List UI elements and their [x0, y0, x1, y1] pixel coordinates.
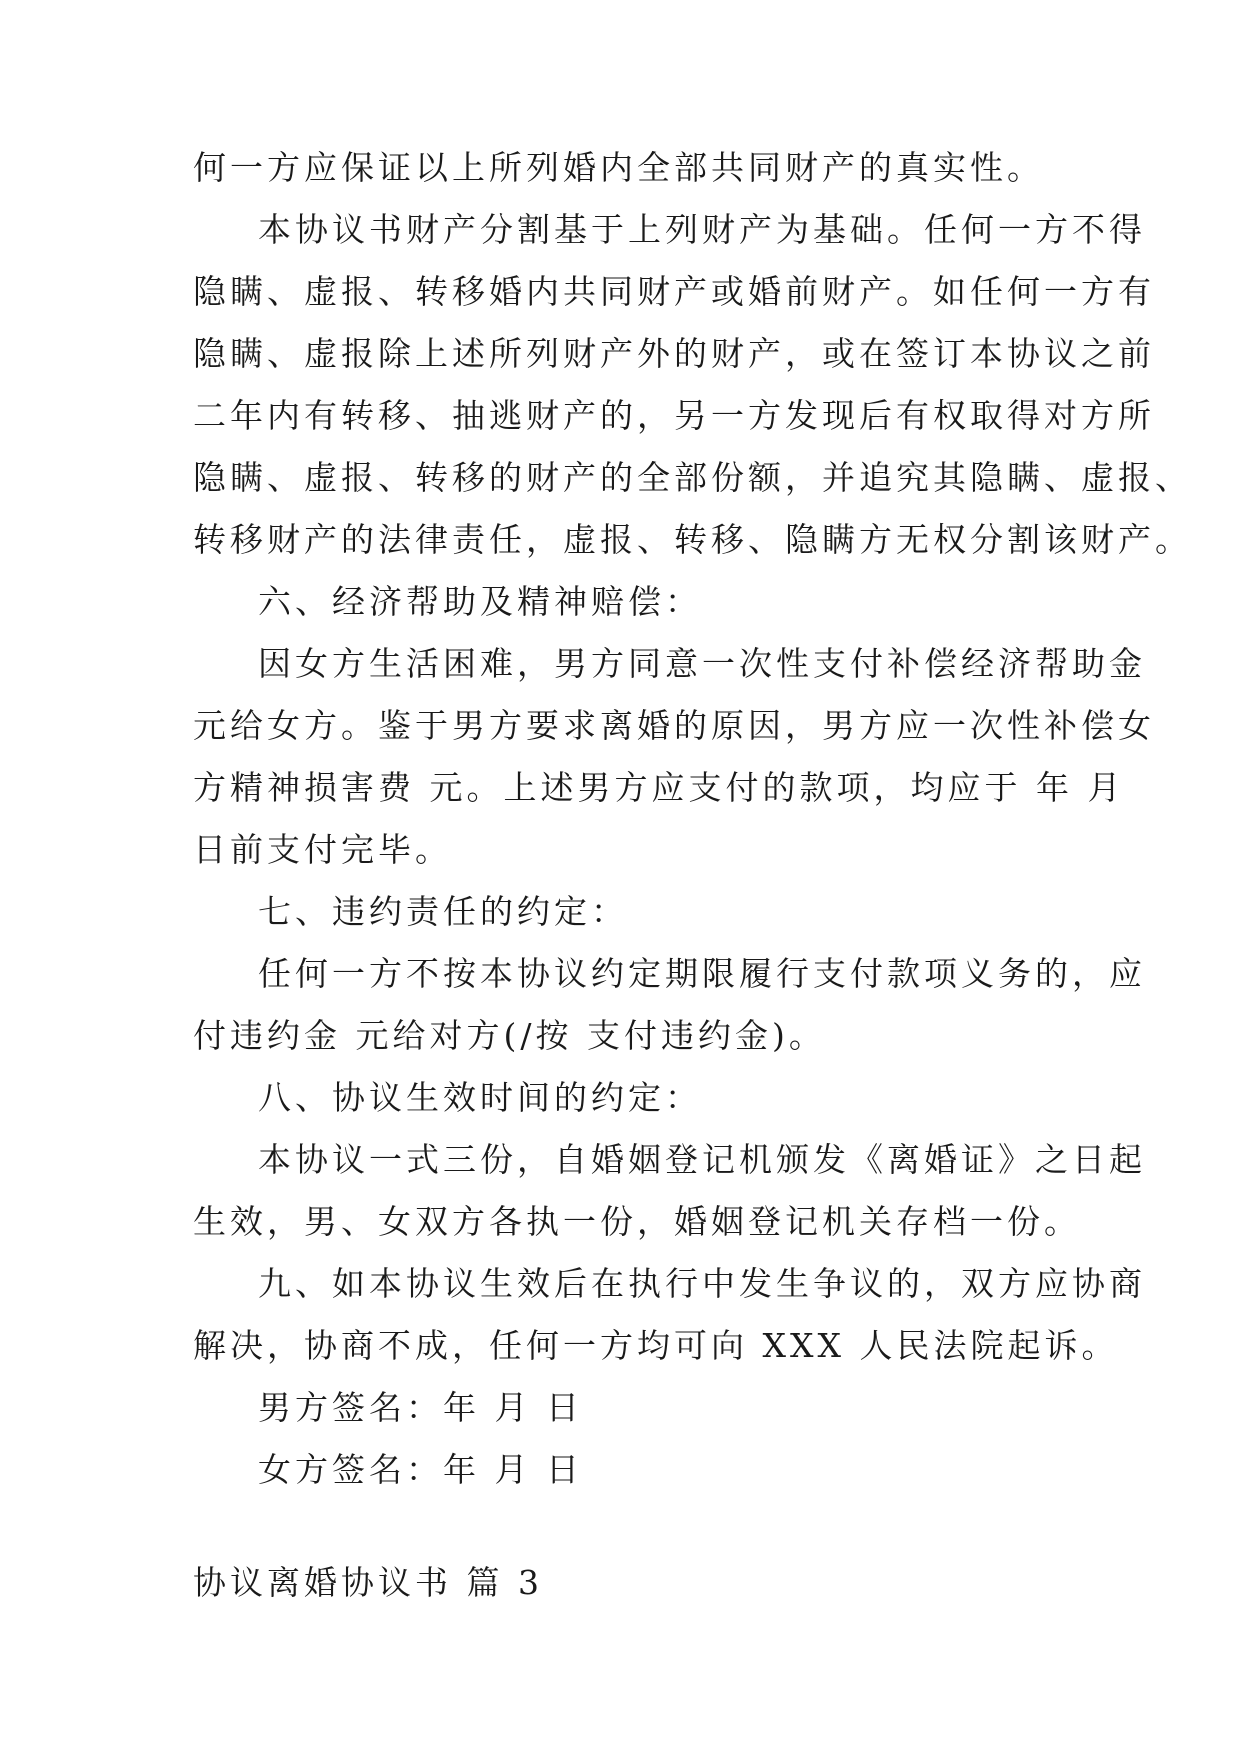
paragraph-line: 元给女方。鉴于男方要求离婚的原因，男方应一次性补偿女	[193, 706, 1155, 745]
female-signature-line: 女方签名：年 月 日	[258, 1450, 583, 1489]
paragraph-line: 隐瞒、虚报、转移婚内共同财产或婚前财产。如任何一方有	[193, 272, 1155, 311]
section-heading: 八、协议生效时间的约定：	[258, 1078, 702, 1117]
paragraph-line: 因女方生活困难，男方同意一次性支付补偿经济帮助金	[258, 644, 1146, 683]
paragraph-line: 本协议书财产分割基于上列财产为基础。任何一方不得	[258, 210, 1146, 249]
paragraph-line: 何一方应保证以上所列婚内全部共同财产的真实性。	[193, 148, 1044, 187]
paragraph-line: 任何一方不按本协议约定期限履行支付款项义务的，应	[258, 954, 1146, 993]
paragraph-line: 隐瞒、虚报、转移的财产的全部份额，并追究其隐瞒、虚报、	[193, 458, 1192, 497]
section-heading: 七、违约责任的约定：	[258, 892, 628, 931]
paragraph-line: 九、如本协议生效后在执行中发生争议的，双方应协商	[258, 1264, 1146, 1303]
paragraph-line: 付违约金 元给对方(/按 支付违约金)。	[193, 1016, 826, 1055]
male-signature-line: 男方签名：年 月 日	[258, 1388, 583, 1427]
section-heading: 六、经济帮助及精神赔偿：	[258, 582, 702, 621]
paragraph-line: 转移财产的法律责任，虚报、转移、隐瞒方无权分割该财产。	[193, 520, 1192, 559]
paragraph-line: 日前支付完毕。	[193, 830, 452, 869]
section-title: 协议离婚协议书 篇 3	[193, 1563, 543, 1602]
paragraph-line: 方精神损害费 元。上述男方应支付的款项，均应于 年 月	[193, 768, 1125, 807]
paragraph-line: 本协议一式三份，自婚姻登记机颁发《离婚证》之日起	[258, 1140, 1146, 1179]
paragraph-line: 二年内有转移、抽逃财产的，另一方发现后有权取得对方所	[193, 396, 1155, 435]
paragraph-line: 解决，协商不成，任何一方均可向 XXX 人民法院起诉。	[193, 1326, 1119, 1365]
paragraph-line: 隐瞒、虚报除上述所列财产外的财产，或在签订本协议之前	[193, 334, 1155, 373]
paragraph-line: 生效，男、女双方各执一份，婚姻登记机关存档一份。	[193, 1202, 1081, 1241]
